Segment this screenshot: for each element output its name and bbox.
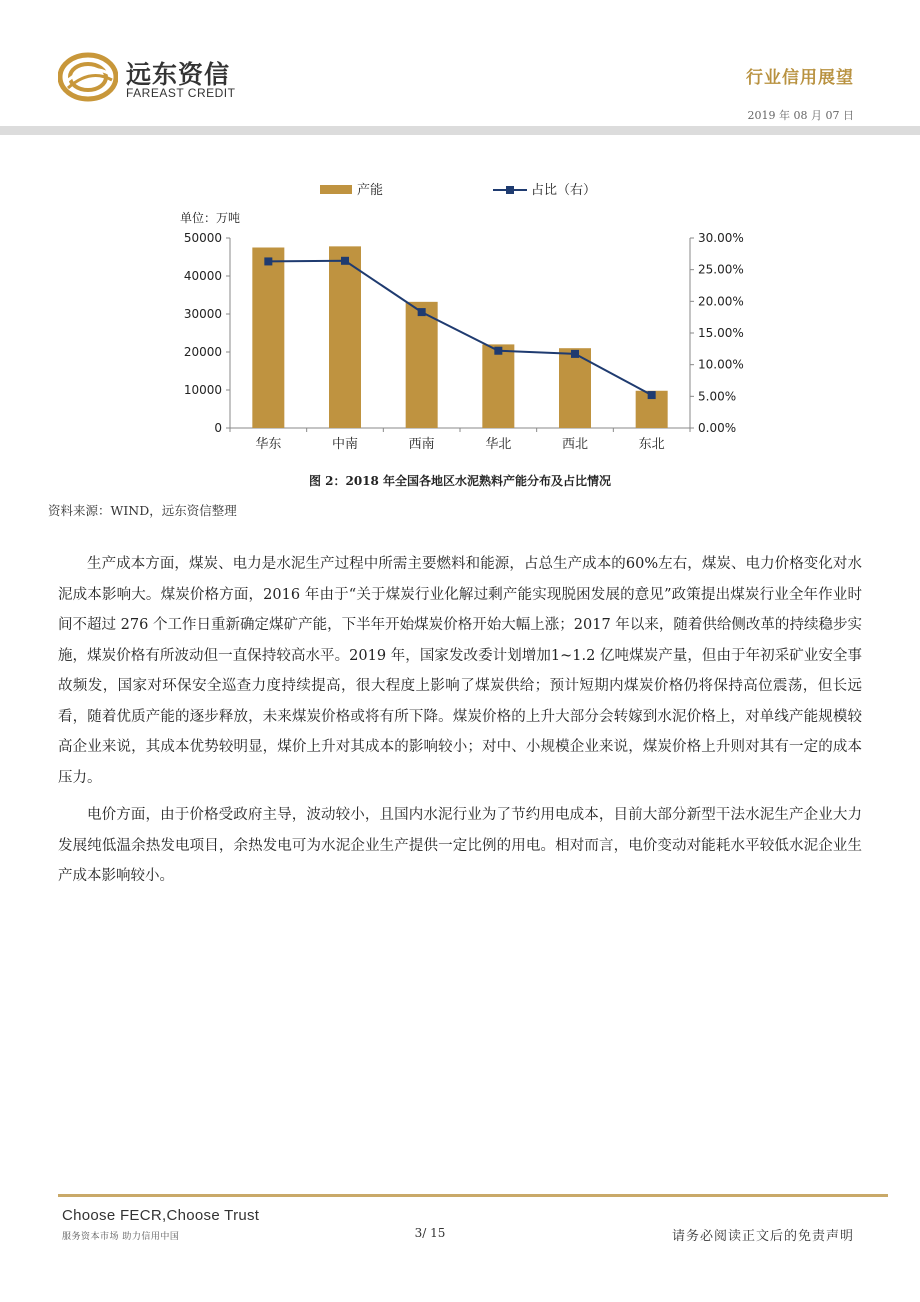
bar-西南 (406, 302, 438, 428)
y-tick-label-right: 0.00% (698, 421, 737, 435)
y-tick-label-right: 25.00% (698, 262, 744, 277)
y-tick-label-right: 20.00% (698, 294, 744, 309)
capacity-chart (160, 175, 780, 470)
chart-unit-label: 单位：万吨 (180, 211, 241, 225)
share-line (268, 261, 651, 395)
chart-legend (320, 182, 596, 198)
page-number: 3/ 15 (414, 1226, 446, 1240)
bar-中南 (329, 246, 361, 428)
x-tick-label: 华北 (485, 437, 512, 452)
y-tick-label-left: 20000 (183, 345, 222, 359)
y-tick-label-right: 30.00% (698, 231, 744, 245)
disclaimer-note: 请务必阅读正文后的免责声明 (671, 1229, 854, 1244)
header-divider (0, 126, 920, 135)
brand-name-en: FAREAST CREDIT (126, 86, 236, 100)
figure-caption: 图 2：2018 年全国各地区水泥熟料产能分布及占比情况 (308, 474, 612, 488)
bar-华北 (482, 344, 514, 428)
share-point-西北 (571, 350, 579, 358)
x-tick-label: 华东 (255, 437, 282, 452)
x-tick-label: 东北 (638, 437, 665, 452)
footer-slogan-cn: 服务资本市场 助力信用中国 (62, 1232, 180, 1242)
share-point-西南 (418, 308, 426, 316)
data-source: 资料来源：WIND，远东资信整理 (48, 503, 237, 518)
legend-line-label: 占比（右） (531, 183, 597, 198)
report-type: 行业信用展望 (746, 68, 854, 88)
legend-bar-label: 产能 (357, 183, 384, 198)
y-tick-label-left: 40000 (183, 269, 222, 283)
y-tick-label-left: 50000 (183, 231, 222, 245)
report-date: 2019 年 08 月 07 日 (747, 109, 854, 122)
footer-slogan-en: Choose FECR,Choose Trust (62, 1207, 260, 1224)
share-point-东北 (648, 391, 656, 399)
y-tick-label-right: 15.00% (698, 326, 744, 340)
x-tick-label: 中南 (331, 437, 359, 452)
footer-divider (58, 1194, 888, 1197)
y-tick-label-left: 10000 (183, 383, 222, 397)
brand-name-cn: 远东资信 (126, 60, 231, 89)
share-point-中南 (341, 257, 349, 265)
y-tick-label-left: 0 (214, 421, 222, 435)
legend-line-marker (506, 186, 514, 194)
share-point-华北 (494, 347, 502, 355)
legend-bar-swatch (320, 185, 352, 194)
company-logo (58, 52, 118, 102)
x-tick-label: 西南 (408, 437, 435, 452)
y-tick-label-right: 5.00% (698, 389, 737, 404)
plot-area (184, 231, 744, 452)
y-tick-label-right: 10.00% (698, 357, 744, 372)
share-point-华东 (264, 257, 272, 265)
x-tick-label: 西北 (561, 437, 589, 452)
paragraph-electricity-price: 电价方面，由于价格受政府主导，波动较小，且国内水泥行业为了节约用电成本，目前大部分新型干法水泥生产企业大力发展纯低温余热发电项目，余热发电可为水泥企业生产提供一定比例的用电。相对而言，电价变动对能耗水平较低水泥企业生产成本影响较小。 (58, 807, 862, 884)
bar-华东 (252, 248, 284, 429)
y-tick-label-left: 30000 (183, 307, 222, 321)
paragraph-production-cost: 生产成本方面，煤炭、电力是水泥生产过程中所需主要燃料和能源，占总生产成本的60%左右，煤炭、电力价格变化对水泥成本影响大。煤炭价格方面，2016 年由于“关于煤炭行业化解过剩产能实现脱困发展的意见”政策提出煤炭行业全年作业时间不超过 276 个工作日重新确定煤矿产能，下半年开始煤炭价格开始大幅上涨；2017 年以来，随着供给侧改革的持续稳步实施，煤炭价格有所波动但一直保持较高水平。2019 年，国家发改委计划增加1~1.2 亿吨煤炭产量，但由于年初采矿业安全事故频发，国家对环保安全巡查力度持续提高，很大程度上影响了煤炭供给；预计短期内煤炭价格仍将保持高位震荡，但长远看，随着优质产能的逐步释放，未来煤炭价格或将有所下降。煤炭价格的上升大部分会转嫁到水泥价格上，对单线产能规模较高企业来说，其成本优势较明显，煤价上升对其成本的影响较小；对中、小规模企业来说，煤炭价格上升则对其有一定的成本压力。 (58, 556, 862, 786)
